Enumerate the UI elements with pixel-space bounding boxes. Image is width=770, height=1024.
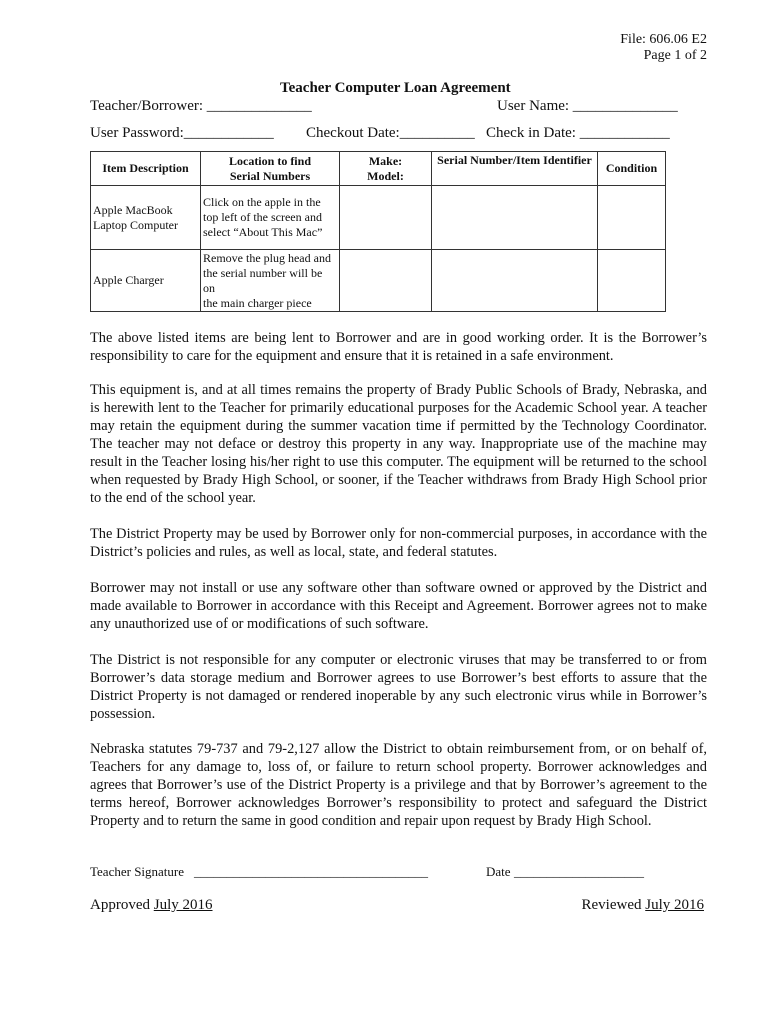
document-title: Teacher Computer Loan Agreement — [280, 80, 511, 96]
user-name-field[interactable]: User Name: ______________ — [497, 98, 678, 114]
header-location: Location to find Serial Numbers — [201, 152, 340, 186]
paragraph-non-commercial-use: The District Property may be used by Borrower only for non-commercial purposes, in accordance with the District’s policies and rules, as well as local, state, and federal statutes. — [90, 526, 707, 560]
condition-cell[interactable] — [598, 186, 666, 250]
header-item-description: Item Description — [91, 152, 201, 186]
approved-note — [90, 897, 213, 914]
header-serial: Serial Number/Item Identifier — [432, 152, 598, 186]
file-number: File: 606.06 E2 — [620, 32, 707, 47]
paragraph-property-of-district: This equipment is, and at all times remains the property of Brady Public Schools of Brady, Nebraska, and is herewith lent to the Teacher for primarily educational purposes for the Academic School year. A teacher may retain the equipment during the summer vacation time if permitted by the Technology Coordinator. The teacher may not deface or destroy this property in any way. Inappropriate use of the machine may result in the Teacher losing his/her right to use this computer. The equipment will be returned to the school when requested by Brady High School, or sooner, if the Teacher withdraws from Brady High School prior to the end of the school year. — [90, 382, 707, 506]
header-make-model: Make: Model: — [340, 152, 432, 186]
approved-date: July 2016 — [153, 897, 213, 913]
teacher-signature-line[interactable]: ____________________________________ — [194, 864, 428, 879]
check-in-date-field[interactable]: Check in Date: ____________ — [486, 125, 670, 141]
paragraph-equipment-lent: The above listed items are being lent to Borrower and are in good working order. It is the Borrower’s responsibility to care for the equipment and ensure that it is retained in a safe environment. — [90, 330, 707, 364]
location-cell: Click on the apple in the top left of the screen and select “About This Mac” — [201, 186, 340, 250]
paragraph-software: Borrower may not install or use any software other than software owned or approved by the District and made available to Borrower in accordance with this Receipt and Agreement. Borrower agrees not to make any unauthorized use of or modifications of such software. — [90, 580, 707, 632]
approved-label: Approved — [90, 897, 150, 913]
condition-cell[interactable] — [598, 250, 666, 312]
page-number: Page 1 of 2 — [643, 48, 707, 63]
teacher-borrower-field[interactable]: Teacher/Borrower: ______________ — [90, 98, 312, 114]
items-table — [90, 151, 666, 312]
table-header-row — [91, 152, 666, 186]
serial-cell[interactable] — [432, 186, 598, 250]
reviewed-date: July 2016 — [645, 897, 704, 913]
serial-cell[interactable] — [432, 250, 598, 312]
item-cell: Apple MacBook Laptop Computer — [91, 186, 201, 250]
date-line[interactable]: ____________________ — [514, 864, 644, 879]
table-row — [91, 250, 666, 312]
paragraph-statutes: Nebraska statutes 79-737 and 79-2,127 allow the District to obtain reimbursement from, or on behalf of, Teachers for any damage to, loss of, or failure to return school property. Borrower acknowledges and agrees that Borrower’s use of the District Property is a privilege and that by Borrower’s agreement to the terms hereof, Borrower acknowledges Borrower’s responsibility to protect and safeguard the District Property and to return the same in good condition and repair upon request by Brady High School. — [90, 741, 707, 829]
date-label: Date — [486, 864, 511, 879]
teacher-signature-label: Teacher Signature — [90, 864, 185, 879]
paragraph-viruses: The District is not responsible for any computer or electronic viruses that may be transferred to or from Borrower’s data storage medium and Borrower agrees to use Borrower’s best efforts to assure that the District Property is not damaged or rendered inoperable by any such electronic virus while in Borrower’s possession. — [90, 652, 707, 722]
reviewed-label: Reviewed — [581, 897, 642, 913]
user-password-field[interactable]: User Password:____________ — [90, 125, 274, 141]
header-condition: Condition — [598, 152, 666, 186]
make-model-cell[interactable] — [340, 250, 432, 312]
item-cell: Apple Charger — [91, 250, 201, 312]
checkout-date-field[interactable]: Checkout Date:__________ — [306, 125, 475, 141]
table-row — [91, 186, 666, 250]
reviewed-note — [582, 897, 705, 914]
make-model-cell[interactable] — [340, 186, 432, 250]
location-cell: Remove the plug head and the serial number will be on the main charger piece — [201, 250, 340, 312]
